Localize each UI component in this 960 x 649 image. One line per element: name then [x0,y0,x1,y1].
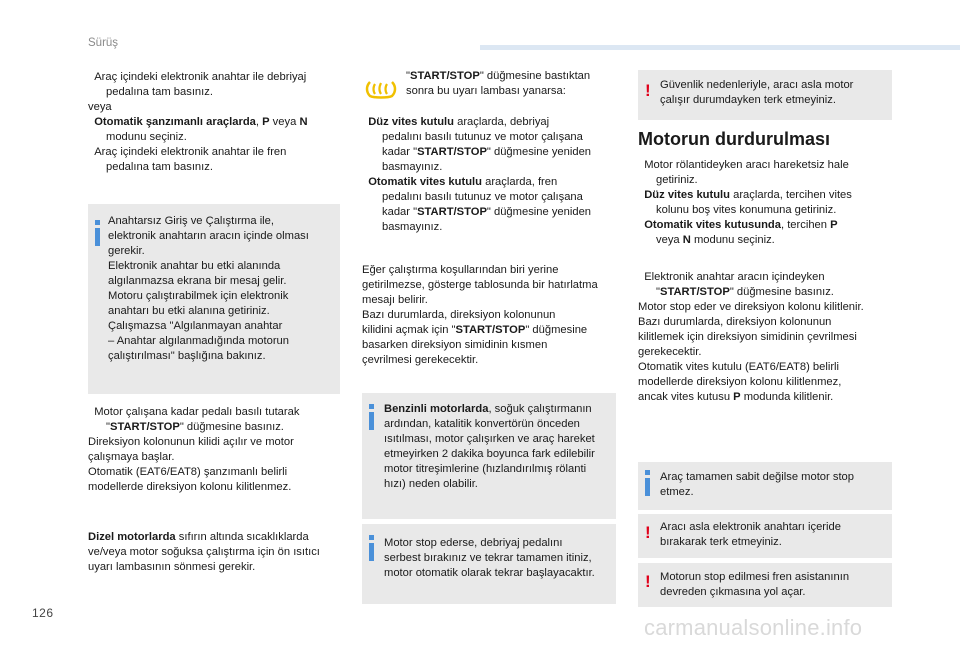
bullet-item: Düz vites kutulu araçlarda, debriyaj [368,116,550,128]
bullet-item: Otomatik şanzımanlı araçlarda, P veya N [94,116,308,128]
text-line: Eğer çalıştırma koşullarından biri yerine [362,264,559,276]
watermark: carmanualsonline.info [644,615,863,640]
text-line: kadar "START/STOP" düğmesine yeniden [382,146,592,158]
bullet-item: Otomatik vites kutusunda, tercihen P [644,219,838,231]
bullet-item: Düz vites kutulu araçlarda, tercihen vites [644,189,852,201]
text-line: kilitlemek için direksiyon simidinin çevrilmesi [638,331,857,343]
text-line: "START/STOP" düğmesine bastıktan [406,70,591,82]
preheater-lamp-icon [364,78,398,102]
text-line: sonra bu uyarı lambası yanarsa: [406,85,566,97]
text-line: Dizel motorlarda sıfırın altında sıcaklıklarda [88,531,309,543]
header-bar [480,45,960,50]
text-line: Direksiyon kolonunun kilidi açılır ve motor [88,436,294,448]
text-line: Bazı durumlarda, direksiyon kolonunun [362,309,556,321]
bullet-item: Motor çalışana kadar pedalı basılı tutarak [94,406,300,418]
text-line: modellerde direksiyon kolonu kilitlenmez, [638,376,842,388]
text-line: ve/veya motor soğuksa çalıştırma için ön ısıtıcı [88,546,320,558]
text-line: Otomatik vites kutulu (EAT6/EAT8) belirli [638,361,840,373]
bullet-item: Motor rölantideyken aracı hareketsiz hale [644,159,849,171]
text-line: getiriniz. [656,174,698,186]
section-heading: Motorun durdurulması [638,129,830,149]
text-line: basarken direksiyon simidinin kısmen [362,339,548,351]
text-line: mesajı belirir. [362,294,428,306]
bullet-item: Elektronik anahtar aracın içindeyken [644,271,825,283]
text-line: kilidini açmak için "START/STOP" düğmesine [362,324,588,336]
text-line: Otomatik (EAT6/EAT8) şanzımanlı belirli [88,466,288,478]
text-line: veya [88,101,112,113]
text-line: gerekecektir. [638,346,702,358]
text-line: basmayınız. [382,161,443,173]
text-line: Bazı durumlarda, direksiyon kolonunun [638,316,832,328]
info-icon [369,543,374,561]
bullet-item: Araç içindeki elektronik anahtar ile fren [94,146,287,158]
text-line: bırakarak terk etmeyiniz. [660,536,782,548]
text-line: kolunu boş vites konumuna getiriniz. [656,204,837,216]
text-line: uyarı lambasının sönmesi gerekir. [88,561,256,573]
text-line: getirilmezse, gösterge tablosunda bir hatırlatma [362,279,598,291]
text-line: "START/STOP" düğmesine basınız. [106,421,284,433]
text-line: Motorun stop edilmesi fren asistanının [660,571,850,583]
warning-icon: ! [645,572,651,591]
text-line: Aracı asla elektronik anahtarı içeride [660,521,841,533]
text-line: devreden çıkmasına yol açar. [660,586,806,598]
info-icon [95,228,100,246]
bullet-item: Araç içindeki elektronik anahtar ile debriyaj [94,71,307,83]
info-icon [369,412,374,430]
text-line: pedalını basılı tutunuz ve motor çalışana [382,131,583,143]
text-line: modellerde direksiyon kolonu kilitlenmez. [88,481,292,493]
text-line: pedalına tam basınız. [106,86,213,98]
text-line: "START/STOP" düğmesine basınız. [656,286,834,298]
page-number: 126 [32,606,54,620]
text-line: kadar "START/STOP" düğmesine yeniden [382,206,592,218]
text-line: Motor stop eder ve direksiyon kolonu kilitlenir. [638,301,864,313]
warning-icon: ! [645,523,651,542]
text-line: veya N modunu seçiniz. [656,234,775,246]
text-line: pedalını basılı tutunuz ve motor çalışana [382,191,583,203]
text-line: çalışmaya başlar. [88,451,175,463]
text-line: basmayınız. [382,221,443,233]
text-line: Araç tamamen sabit değilse motor stop [660,471,855,483]
warning-icon: ! [645,81,651,100]
bullet-item: Otomatik vites kutulu araçlarda, fren [368,176,558,188]
info-icon [645,478,650,496]
text-line: ancak vites kutusu P modunda kilitlenir. [638,391,834,403]
text-line: pedalına tam basınız. [106,161,213,173]
text-line: çalışır durumdayken terk etmeyiniz. [660,94,836,106]
text-line: etmez. [660,486,694,498]
text-line: çevrilmesi gerekecektir. [362,354,479,366]
text-line: Güvenlik nedenleriyle, aracı asla motor [660,79,854,91]
section-title: Sürüş [88,37,119,49]
text-line: modunu seçiniz. [106,131,187,143]
